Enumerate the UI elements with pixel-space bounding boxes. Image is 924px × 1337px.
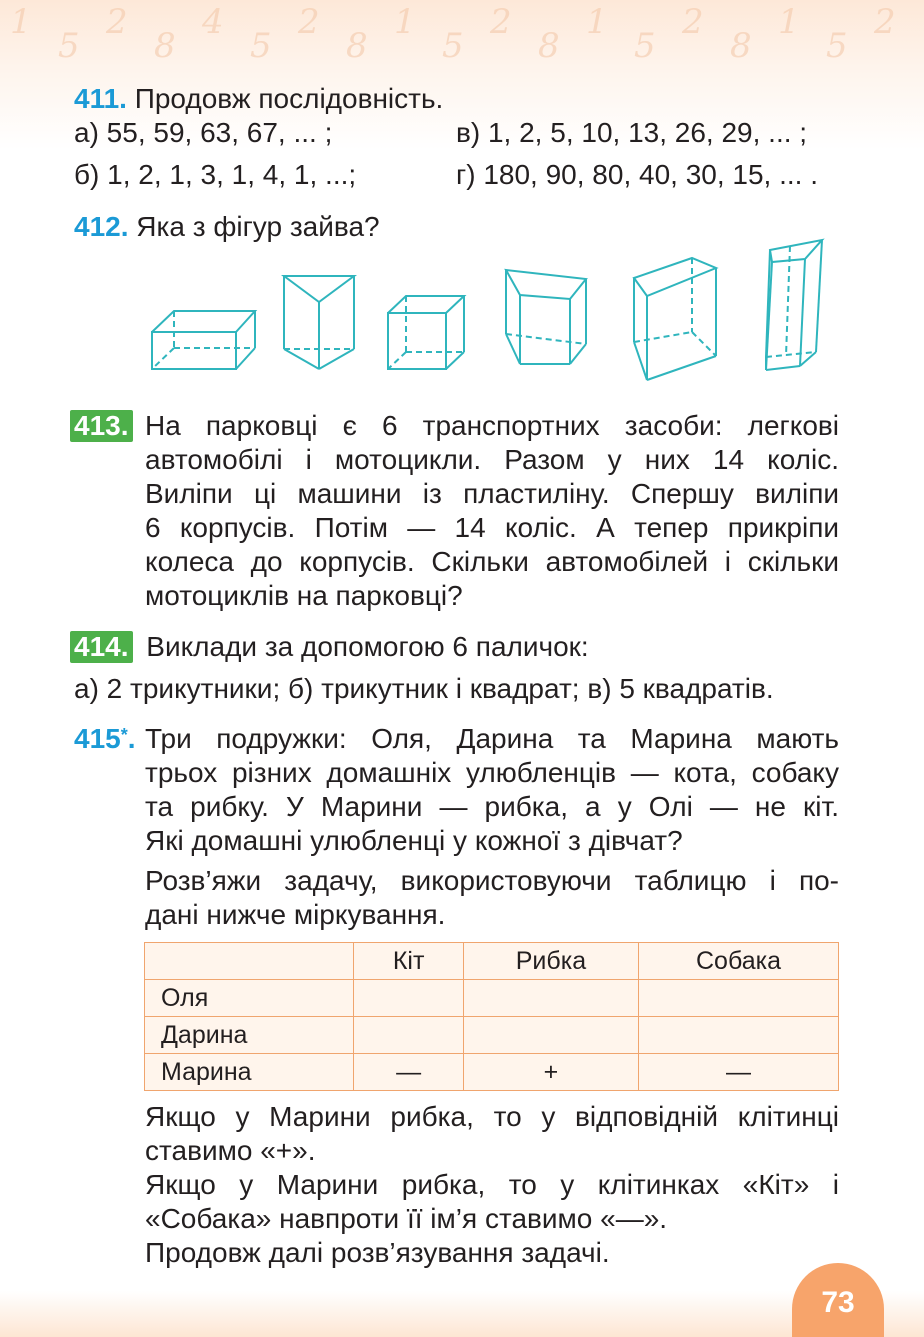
decorative-digit: 2 <box>682 2 704 42</box>
row-label: Дарина <box>145 1017 354 1054</box>
figure-cube <box>388 296 464 369</box>
text-line: На парковці є 6 транспортних засоби: легкові <box>145 410 839 441</box>
text-line: дані нижче міркування. <box>145 899 446 930</box>
task-title: Яка з фігур зайва? <box>136 211 380 242</box>
table-cell <box>354 980 463 1017</box>
task-title: Продовж послідовність. <box>134 83 444 114</box>
task-415-reasoning <box>145 1100 839 1270</box>
text-line: «Собака» навпроти її ім’я ставимо «—». <box>145 1203 668 1234</box>
page-number: 73 <box>792 1263 884 1337</box>
number-dot: . <box>127 723 136 754</box>
figure-wide-box <box>152 311 255 369</box>
decorative-digit: 5 <box>826 26 848 66</box>
decorative-digit: 2 <box>298 2 320 42</box>
table-row <box>145 980 839 1017</box>
task-number: 412. <box>74 211 129 242</box>
decorative-digit: 4 <box>202 2 224 42</box>
table-header-row <box>145 943 839 980</box>
decorative-digit: 1 <box>586 2 608 42</box>
task-413-text <box>145 409 839 613</box>
decorative-digit: 8 <box>730 26 752 66</box>
decorative-digit: 1 <box>10 2 32 42</box>
table-cell: + <box>463 1054 638 1091</box>
text-line: трьох різних домашніх улюбленців — кота, собаку <box>145 757 839 788</box>
row-label: Оля <box>145 980 354 1017</box>
figure-tilted-box <box>634 258 716 380</box>
table-cell <box>639 980 839 1017</box>
header-digits-decoration <box>0 0 924 90</box>
prism-figures <box>140 232 840 392</box>
row-label: Марина <box>145 1054 354 1091</box>
decorative-digit: 5 <box>442 26 464 66</box>
decorative-digit: 1 <box>394 2 416 42</box>
decorative-digit: 5 <box>250 26 272 66</box>
figure-triangular-prism <box>284 276 354 369</box>
task-414-heading <box>70 630 589 664</box>
decorative-digit: 2 <box>874 2 896 42</box>
task-415-text <box>145 722 839 858</box>
star-mark: * <box>120 725 128 745</box>
decorative-digit: 2 <box>106 2 128 42</box>
text-line: 6 корпусів. Потім — 14 коліс. А тепер прикріпи <box>145 512 839 543</box>
pets-table <box>144 942 839 1091</box>
table-cell <box>463 1017 638 1054</box>
task-number: 413. <box>70 410 133 442</box>
figure-tall-prism <box>766 240 822 370</box>
task-411-g: г) 180, 90, 80, 40, 30, 15, ... . <box>456 159 819 190</box>
table-header-cell: Кіт <box>354 943 463 980</box>
task-415-number <box>74 722 136 756</box>
table-cell <box>354 1017 463 1054</box>
table-row <box>145 1017 839 1054</box>
table-cell: — <box>354 1054 463 1091</box>
decorative-digit: 5 <box>58 26 80 66</box>
figure-trapezoid-prism <box>506 270 586 364</box>
text-line: Розв’яжи задачу, використовуючи таблицю і по- <box>145 865 839 896</box>
text-line: автомобілі і мотоцикли. Разом у них 14 коліс. <box>145 444 839 475</box>
text-line: Продовж далі розв’язування задачі. <box>145 1237 610 1268</box>
task-413-number-badge <box>70 409 133 443</box>
decorative-digit: 1 <box>778 2 800 42</box>
table-cell <box>463 980 638 1017</box>
task-414-items: а) 2 трикутники; б) трикутник і квадрат; в) 5 квадратів. <box>74 673 774 704</box>
decorative-digit: 8 <box>346 26 368 66</box>
task-title: Виклади за допомогою 6 паличок: <box>146 631 589 662</box>
table-cell <box>145 943 354 980</box>
table-row <box>145 1054 839 1091</box>
table-header-cell: Собака <box>639 943 839 980</box>
table-header-cell: Рибка <box>463 943 638 980</box>
text-line: Три подружки: Оля, Дарина та Марина мають <box>145 723 839 754</box>
text-line: Якщо у Марини рибка, то у відповідній клітинці <box>145 1101 839 1132</box>
task-number: 415 <box>74 723 121 754</box>
task-415-instruction <box>145 864 839 932</box>
decorative-digit: 5 <box>634 26 656 66</box>
text-line: ставимо «+». <box>145 1135 316 1166</box>
decorative-digit: 8 <box>154 26 176 66</box>
table-cell: — <box>639 1054 839 1091</box>
task-number: 414. <box>70 631 133 663</box>
text-line: Які домашні улюбленці у кожної з дівчат? <box>145 825 683 856</box>
task-411-v: в) 1, 2, 5, 10, 13, 26, 29, ... ; <box>456 117 808 148</box>
decorative-digit: 2 <box>490 2 512 42</box>
task-411-a: а) 55, 59, 63, 67, ... ; <box>74 117 333 148</box>
text-line: мотоциклів на парковці? <box>145 580 463 611</box>
task-number: 411. <box>74 83 127 114</box>
task-411-heading <box>74 82 443 116</box>
text-line: Якщо у Марини рибка, то у клітинках «Кіт» і <box>145 1169 839 1200</box>
table-cell <box>639 1017 839 1054</box>
task-411-b: б) 1, 2, 1, 3, 1, 4, 1, ...; <box>74 159 357 190</box>
text-line: колеса до корпусів. Скільки автомобілей і скільки <box>145 546 839 577</box>
decorative-digit: 8 <box>538 26 560 66</box>
text-line: Виліпи ці машини із пластиліну. Спершу виліпи <box>145 478 839 509</box>
text-line: та рибку. У Марини — рибка, а у Олі — не кіт. <box>145 791 839 822</box>
footer-band <box>0 1291 924 1337</box>
